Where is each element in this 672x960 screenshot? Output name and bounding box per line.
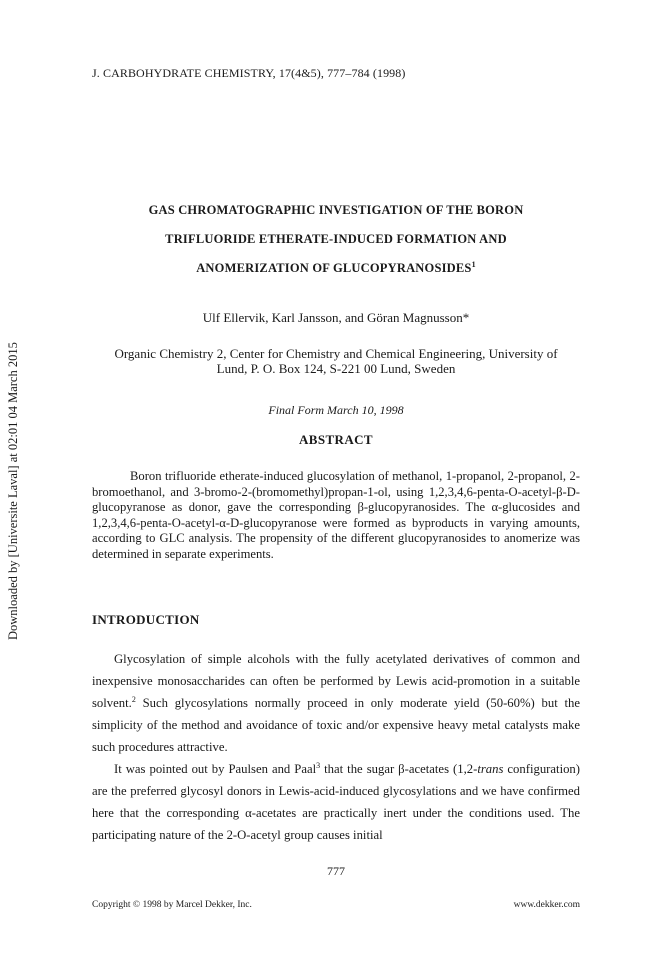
intro-p2-text-c: configuration) are the preferred glycosyl donors in Lewis-acid-induced glycosylations and we have confirmed here that the corresponding α-acetates are practically inert under the conditions used. The participating nature of the 2-O-acetyl group causes initial — [92, 762, 581, 842]
copyright-notice: Copyright © 1998 by Marcel Dekker, Inc. — [92, 900, 252, 910]
abstract-body — [92, 469, 580, 562]
intro-paragraph-2 — [92, 758, 580, 846]
intro-p2-text-b: that the sugar β-acetates (1,2- — [320, 762, 478, 776]
intro-p2-italic: trans — [477, 762, 504, 776]
citation-ref-2: 2 — [131, 694, 136, 704]
intro-p1-text-b: Such glycosylations normally proceed in only moderate yield (50-60%) but the simplicity of the method and avoidance of toxic and/or expensive heavy metal catalysts make such procedures attractive. — [92, 696, 580, 754]
affiliation — [92, 346, 580, 376]
page-number: 777 — [327, 864, 345, 878]
intro-paragraph-1 — [92, 648, 580, 758]
abstract-paragraph: Boron trifluoride etherate-induced glucosylation of methanol, 1-propanol, 2-propanol, 2-bromoethanol, and 3-bromo-2-(bromomethyl)propan-1-ol, using 1,2,3,4,6-penta-O-acetyl-β-D-glucopyranose as donor, gave the corresponding β-glucopyranosides. The α-glucosides and 1,2,3,4,6-penta-O-acetyl-α-D-glucopyranose were formed as byproducts in varying amounts, according to GLC analysis. The propensity of the different glucopyranosides to anomerize was determined in separate experiments. — [92, 469, 580, 561]
intro-p2-text-a: It was pointed out by Paulsen and Paal — [114, 762, 317, 776]
intro-p1-text-a: Glycosylation of simple alcohols with the fully acetylated derivatives of common and inexpensive monosaccharides can often be performed by Lewis acid-promotion in a suitable solvent. — [92, 652, 580, 710]
download-watermark: Downloaded by [Universite Laval] at 02:01 04 March 2015 — [6, 342, 20, 640]
title-line-2: TRIFLUORIDE ETHERATE-INDUCED FORMATION AND — [165, 232, 507, 246]
affiliation-line-1: Organic Chemistry 2, Center for Chemistry and Chemical Engineering, University of — [114, 346, 558, 361]
abstract-heading: ABSTRACT — [299, 432, 373, 447]
journal-citation: J. CARBOHYDRATE CHEMISTRY, 17(4&5), 777–784 (1998) — [92, 66, 406, 80]
introduction-heading: INTRODUCTION — [92, 612, 200, 627]
citation-ref-3: 3 — [316, 760, 321, 770]
title-footnote-ref: 1 — [471, 259, 476, 269]
title-line-1: GAS CHROMATOGRAPHIC INVESTIGATION OF THE BORON — [148, 203, 524, 217]
final-form-date: Final Form March 10, 1998 — [268, 403, 404, 417]
introduction-body — [92, 648, 580, 846]
title-line-3-text: ANOMERIZATION OF GLUCOPYRANOSIDES — [196, 261, 472, 275]
author-list: Ulf Ellervik, Karl Jansson, and Göran Magnusson* — [202, 310, 470, 325]
article-title — [80, 196, 592, 283]
publisher-url[interactable]: www.dekker.com — [513, 900, 580, 910]
affiliation-line-2: Lund, P. O. Box 124, S-221 00 Lund, Sweden — [216, 361, 456, 376]
title-line-3 — [80, 254, 592, 283]
